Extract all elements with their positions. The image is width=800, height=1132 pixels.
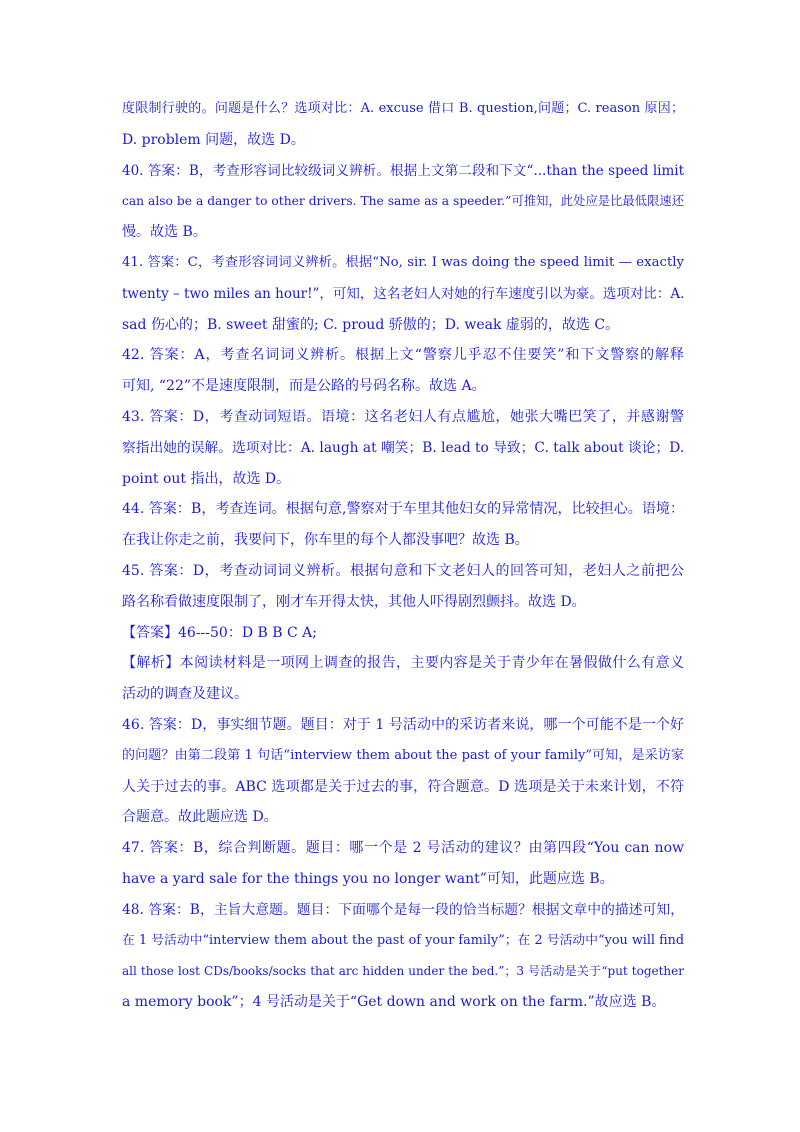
text-line: sad 伤心的；B. sweet 甜蜜的; C. proud 骄傲的；D. weak 虚弱的，故选 C。 bbox=[122, 316, 620, 333]
analysis-heading: 【解析】本阅读材料是一项网上调查的报告，主要内容是关于青少年在暑假做什么有意义 bbox=[122, 655, 684, 672]
text-line: 47. 答案：B，综合判断题。题目：哪一个是 2 号活动的建议？由第四段“You can now bbox=[122, 840, 684, 857]
text-line: can also be a danger to other drivers. The same as a speeder.”可推知，此处应是比最低限速还 bbox=[122, 194, 684, 209]
text-line: have a yard sale for the things you no longer want”可知，此题应选 B。 bbox=[122, 870, 614, 887]
text-line: 42. 答案：A，考查名词词义辨析。根据上文“警察儿乎忍不住要笑”和下文警察的解释 bbox=[122, 347, 684, 364]
text-line: 44. 答案：B，考查连词。根据句意,警察对于车里其他妇女的异常情况，比较担心。语境： bbox=[122, 501, 684, 518]
text-line: 41. 答案：C，考查形容词词义辨析。根据“No, sir. I was doing the speed limit — exactly bbox=[122, 254, 684, 270]
text-line: all those lost CDs/books/socks that arc hidden under the bed.”；3 号活动是关于“put together bbox=[122, 964, 684, 979]
text-line: 46. 答案：D，事实细节题。题目：对于 1 号活动中的采访者来说，哪一个可能不是一个好 bbox=[122, 716, 684, 733]
text-line: 40. 答案：B，考查形容词比较级词义辨析。根据上文第二段和下文“...than the speed limit bbox=[122, 162, 684, 179]
text-line: 路名称看做速度限制了，刚才车开得太快，其他人吓得剧烈颤抖。故选 D。 bbox=[122, 593, 586, 610]
text-line: 活动的调查及建议。 bbox=[122, 686, 248, 703]
text-line: 度限制行驶的。问题是什么？选项对比：A. excuse 借口 B. question,问题；C. reason 原因； bbox=[122, 101, 684, 116]
text-line: 慢。故选 B。 bbox=[122, 224, 207, 241]
document-body bbox=[122, 94, 684, 1018]
answer-heading: 【答案】46---50：D B B C A; bbox=[122, 624, 317, 641]
text-line: 察指出她的误解。选项对比：A. laugh at 嘲笑；B. lead to 导致；C. talk about 谈论；D. bbox=[122, 439, 685, 456]
text-line: 可知, “22”不是速度限制，而是公路的号码名称。故选 A。 bbox=[122, 378, 486, 395]
text-line: 在我让你走之前，我要问下，你车里的每个人都没事吧？故选 B。 bbox=[122, 532, 529, 549]
text-line: a memory book”；4 号活动是关于“Get down and work on the farm.”故应选 B。 bbox=[122, 994, 666, 1011]
text-line: point out 指出，故选 D。 bbox=[122, 470, 291, 487]
text-line: 的问题？由第二段第 1 句话“interview them about the past of your family”可知，是采访家 bbox=[122, 747, 684, 763]
text-line: 45. 答案：D，考查动词词义辨析。根据句意和下文老妇人的回答可知，老妇人之前把公 bbox=[122, 562, 684, 579]
text-line: 48. 答案：B，主旨大意题。题目：下面哪个是每一段的恰当标题？根据文章中的描述可知， bbox=[122, 901, 684, 918]
text-line: 43. 答案：D，考查动词短语。语境：这名老妇人有点尴尬，她张大嘴巴笑了，并感谢警 bbox=[122, 408, 684, 425]
text-line: 人关于过去的事。ABC 选项都是关于过去的事，符合题意。D 选项是关于未来计划，不符 bbox=[122, 778, 684, 795]
text-line: twenty – two miles an hour!”，可知，这名老妇人对她的行车速度引以为豪。选项对比：A. bbox=[122, 285, 685, 302]
text-line: 合题意。故此题应选 D。 bbox=[122, 809, 278, 826]
text-line: 在 1 号活动中“interview them about the past of your family”；在 2 号活动中“you will find bbox=[122, 932, 684, 948]
text-line: D. problem 问题，故选 D。 bbox=[122, 131, 305, 148]
